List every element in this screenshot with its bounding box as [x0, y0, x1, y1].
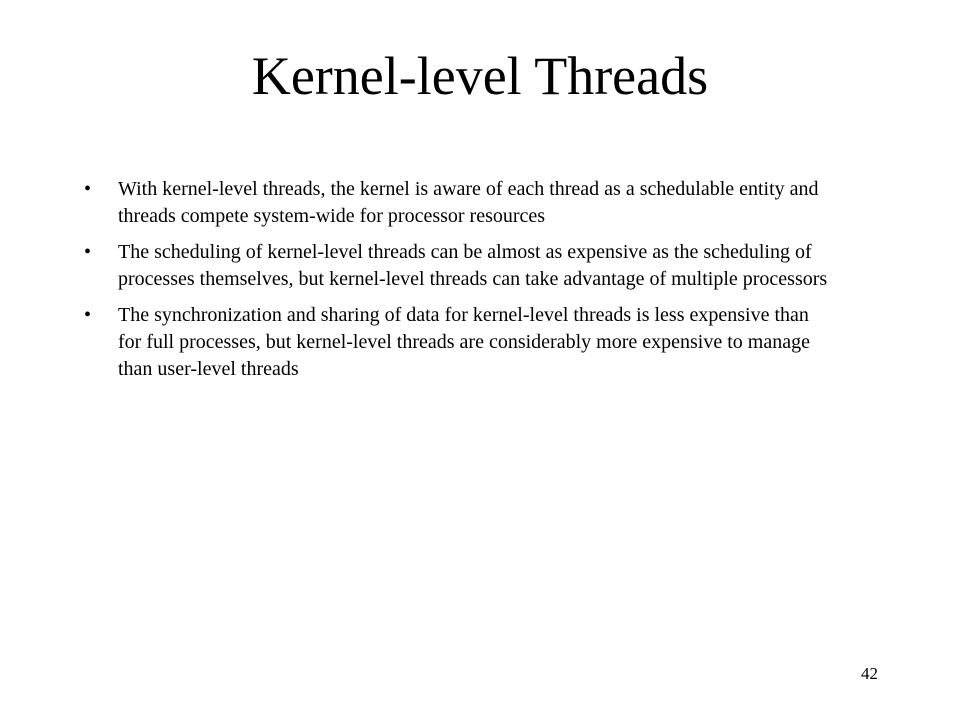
bullet-text: The scheduling of kernel-level threads can be almost as expensive as the scheduling of processes themselves, but kernel-level threads can take advantage of multiple processors: [118, 241, 828, 290]
bullet-list: [72, 176, 832, 392]
slide-title: Kernel-level Threads: [251, 46, 709, 106]
bullet-text: With kernel-level threads, the kernel is aware of each thread as a schedulable entity and threads compete system-wide for processor resources: [118, 178, 819, 227]
bullet-text: The synchronization and sharing of data for kernel-level threads is less expensive than for full processes, but kernel-level threads are considerably more expensive to manage than user-level threads: [118, 304, 810, 380]
bullet-icon: •: [84, 178, 92, 200]
bullet-icon: •: [84, 304, 92, 326]
bullet-item: [72, 302, 832, 383]
bullet-icon: •: [84, 241, 92, 263]
page-number: 42: [861, 664, 878, 683]
bullet-item: [72, 239, 832, 293]
bullet-item: [72, 176, 832, 230]
